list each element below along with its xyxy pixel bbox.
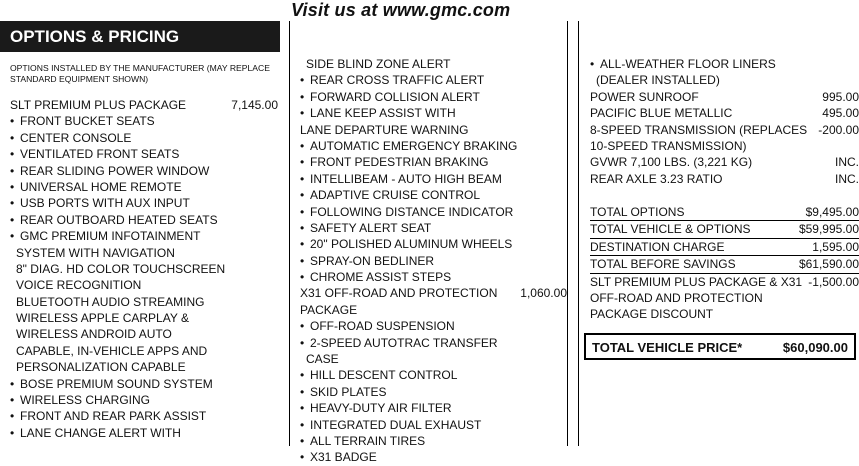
option-label: • CHROME ASSIST STEPS <box>310 269 451 285</box>
option-label: WIRELESS APPLE CARPLAY & <box>16 311 189 326</box>
option-label: • REAR OUTBOARD HEATED SEATS <box>20 212 218 228</box>
option-label: 10-SPEED TRANSMISSION) <box>590 138 747 153</box>
option-label: • ALL TERRAIN TIRES <box>310 433 425 449</box>
option-label: • ALL-WEATHER FLOOR LINERS <box>600 56 776 72</box>
option-price: -200.00 <box>818 122 859 137</box>
option-row <box>300 89 567 105</box>
website-banner[interactable]: Visit us at www.gmc.com <box>291 0 511 20</box>
option-label: TOTAL VEHICLE & OPTIONS <box>590 222 751 237</box>
option-row <box>300 187 567 203</box>
option-label: • INTELLIBEAM - AUTO HIGH BEAM <box>310 171 502 187</box>
option-row <box>300 154 567 170</box>
option-row <box>10 163 278 179</box>
option-row <box>10 212 278 228</box>
option-row <box>10 392 278 408</box>
summary-row <box>590 274 859 290</box>
price-summary <box>590 204 859 323</box>
option-row <box>10 146 278 162</box>
option-label: • CENTER CONSOLE <box>20 130 131 146</box>
option-price: INC. <box>835 155 859 170</box>
option-label: SIDE BLIND ZONE ALERT <box>306 57 451 71</box>
option-label: CAPABLE, IN-VEHICLE APPS AND <box>16 343 208 358</box>
option-row <box>300 171 567 187</box>
option-row <box>10 277 278 293</box>
option-label: • HILL DESCENT CONTROL <box>310 367 457 383</box>
option-row <box>300 417 567 433</box>
option-label: REAR AXLE 3.23 RATIO <box>590 171 723 186</box>
option-label: • BOSE PREMIUM SOUND SYSTEM <box>20 376 213 392</box>
option-row <box>10 261 278 277</box>
option-row <box>10 179 278 195</box>
option-row <box>300 367 567 383</box>
option-row <box>10 228 278 244</box>
option-label: SLT PREMIUM PLUS PACKAGE <box>10 98 187 112</box>
options-pricing-header: OPTIONS & PRICING <box>0 21 280 52</box>
option-label: 8" DIAG. HD COLOR TOUCHSCREEN <box>16 261 226 276</box>
option-label: • X31 BADGE <box>310 449 377 465</box>
option-row <box>10 425 278 441</box>
option-row <box>590 171 859 187</box>
option-price: 1,595.00 <box>812 239 859 254</box>
total-price: $60,090.00 <box>782 340 848 355</box>
option-row <box>10 97 278 113</box>
option-list-2 <box>300 56 567 466</box>
summary-row <box>590 306 859 322</box>
option-label: PERSONALIZATION CAPABLE <box>16 360 186 375</box>
option-list-3 <box>590 56 859 187</box>
options-column-3 <box>578 21 859 446</box>
option-label: • REAR SLIDING POWER WINDOW <box>20 163 209 179</box>
option-label: • ADAPTIVE CRUISE CONTROL <box>310 187 480 203</box>
option-row <box>590 72 859 88</box>
option-price: 1,060.00 <box>520 286 567 301</box>
option-label: • SPRAY-ON BEDLINER <box>310 253 434 269</box>
option-label: • FRONT BUCKET SEATS <box>20 113 155 129</box>
option-label: • INTEGRATED DUAL EXHAUST <box>310 417 481 433</box>
option-label: PACIFIC BLUE METALLIC <box>590 106 733 121</box>
option-row <box>300 384 567 400</box>
summary-row <box>590 221 859 238</box>
summary-row <box>590 204 859 221</box>
option-label: • LANE CHANGE ALERT WITH <box>20 425 181 441</box>
option-label: • VENTILATED FRONT SEATS <box>20 146 179 162</box>
option-label: TOTAL BEFORE SAVINGS <box>590 257 736 272</box>
option-label: GVWR 7,100 LBS. (3,221 KG) <box>590 155 753 170</box>
option-label: • USB PORTS WITH AUX INPUT <box>20 195 190 211</box>
option-row <box>10 343 278 359</box>
option-row <box>10 130 278 146</box>
option-label: (DEALER INSTALLED) <box>596 73 720 88</box>
option-row <box>10 245 278 261</box>
option-label: • FOLLOWING DISTANCE INDICATOR <box>310 204 513 220</box>
option-price: $9,495.00 <box>805 205 859 219</box>
option-label: • OFF-ROAD SUSPENSION <box>310 318 455 334</box>
total-label: TOTAL VEHICLE PRICE* <box>592 340 743 355</box>
option-price: -1,500.00 <box>808 274 859 289</box>
option-label: • FORWARD COLLISION ALERT <box>310 89 480 105</box>
option-row <box>300 56 567 72</box>
option-price: $61,590.00 <box>798 257 859 272</box>
option-label: VOICE RECOGNITION <box>16 278 142 293</box>
option-row <box>300 433 567 449</box>
option-row <box>300 105 567 121</box>
option-label: • HEAVY-DUTY AIR FILTER <box>310 400 452 416</box>
option-label: • REAR CROSS TRAFFIC ALERT <box>310 72 484 88</box>
option-row <box>590 105 859 121</box>
option-row <box>590 89 859 105</box>
option-row <box>300 236 567 252</box>
option-label: 8-SPEED TRANSMISSION (REPLACES <box>590 122 808 137</box>
option-row <box>10 326 278 342</box>
option-row <box>10 408 278 424</box>
summary-row <box>590 290 859 306</box>
option-row <box>300 72 567 88</box>
option-price: $59,995.00 <box>798 222 859 237</box>
option-row <box>300 285 567 301</box>
option-label: • GMC PREMIUM INFOTAINMENT <box>20 228 200 244</box>
option-list-1 <box>10 97 278 441</box>
option-row <box>300 122 567 138</box>
option-label: OFF-ROAD AND PROTECTION <box>590 290 763 305</box>
option-row <box>300 400 567 416</box>
option-label: CASE <box>306 352 339 367</box>
option-label: • 20" POLISHED ALUMINUM WHEELS <box>310 236 512 252</box>
option-row <box>300 204 567 220</box>
option-label: • FRONT PEDESTRIAN BRAKING <box>310 154 488 170</box>
option-row <box>590 56 859 72</box>
option-row <box>300 138 567 154</box>
summary-row <box>590 256 859 273</box>
option-label: • SKID PLATES <box>310 384 386 400</box>
option-label: • WIRELESS CHARGING <box>20 392 150 408</box>
options-column-1 <box>0 0 280 446</box>
option-row <box>300 220 567 236</box>
option-label: PACKAGE <box>300 302 358 317</box>
option-row <box>590 122 859 138</box>
option-label: BLUETOOTH AUDIO STREAMING <box>16 294 205 309</box>
option-price: 995.00 <box>822 89 859 104</box>
option-row <box>300 351 567 367</box>
option-label: • SAFETY ALERT SEAT <box>310 220 431 236</box>
option-row <box>300 253 567 269</box>
option-label: TOTAL OPTIONS <box>590 205 685 219</box>
option-label: WIRELESS ANDROID AUTO <box>16 327 172 342</box>
option-price: INC. <box>835 171 859 186</box>
option-row <box>300 335 567 351</box>
option-label: • LANE KEEP ASSIST WITH <box>310 105 456 121</box>
option-row <box>300 449 567 465</box>
option-label: • AUTOMATIC EMERGENCY BRAKING <box>310 138 517 154</box>
option-label: PACKAGE DISCOUNT <box>590 307 714 322</box>
option-price: 495.00 <box>822 106 859 121</box>
option-label: SYSTEM WITH NAVIGATION <box>16 245 175 260</box>
option-row <box>10 310 278 326</box>
option-row <box>300 318 567 334</box>
option-label: X31 OFF-ROAD AND PROTECTION <box>300 286 498 301</box>
option-row <box>10 359 278 375</box>
option-row <box>590 138 859 154</box>
manufacturer-note: OPTIONS INSTALLED BY THE MANUFACTURER (MAY REPLACE STANDARD EQUIPMENT SHOWN) <box>10 63 270 84</box>
option-row <box>300 302 567 318</box>
option-label: • 2-SPEED AUTOTRAC TRANSFER <box>310 335 498 351</box>
option-price: 7,145.00 <box>231 98 278 112</box>
option-label: DESTINATION CHARGE <box>590 239 725 254</box>
option-label: LANE DEPARTURE WARNING <box>300 122 469 137</box>
option-row <box>10 294 278 310</box>
option-label: • UNIVERSAL HOME REMOTE <box>20 179 182 195</box>
option-row <box>10 113 278 129</box>
total-vehicle-price-box <box>584 333 856 360</box>
option-row <box>10 376 278 392</box>
option-label: SLT PREMIUM PLUS PACKAGE & X31 <box>590 274 803 289</box>
option-row <box>590 154 859 170</box>
option-row <box>10 195 278 211</box>
option-row <box>300 269 567 285</box>
options-column-2 <box>289 21 568 465</box>
option-label: POWER SUNROOF <box>590 89 699 104</box>
summary-row <box>590 239 859 256</box>
option-label: • FRONT AND REAR PARK ASSIST <box>20 408 206 424</box>
